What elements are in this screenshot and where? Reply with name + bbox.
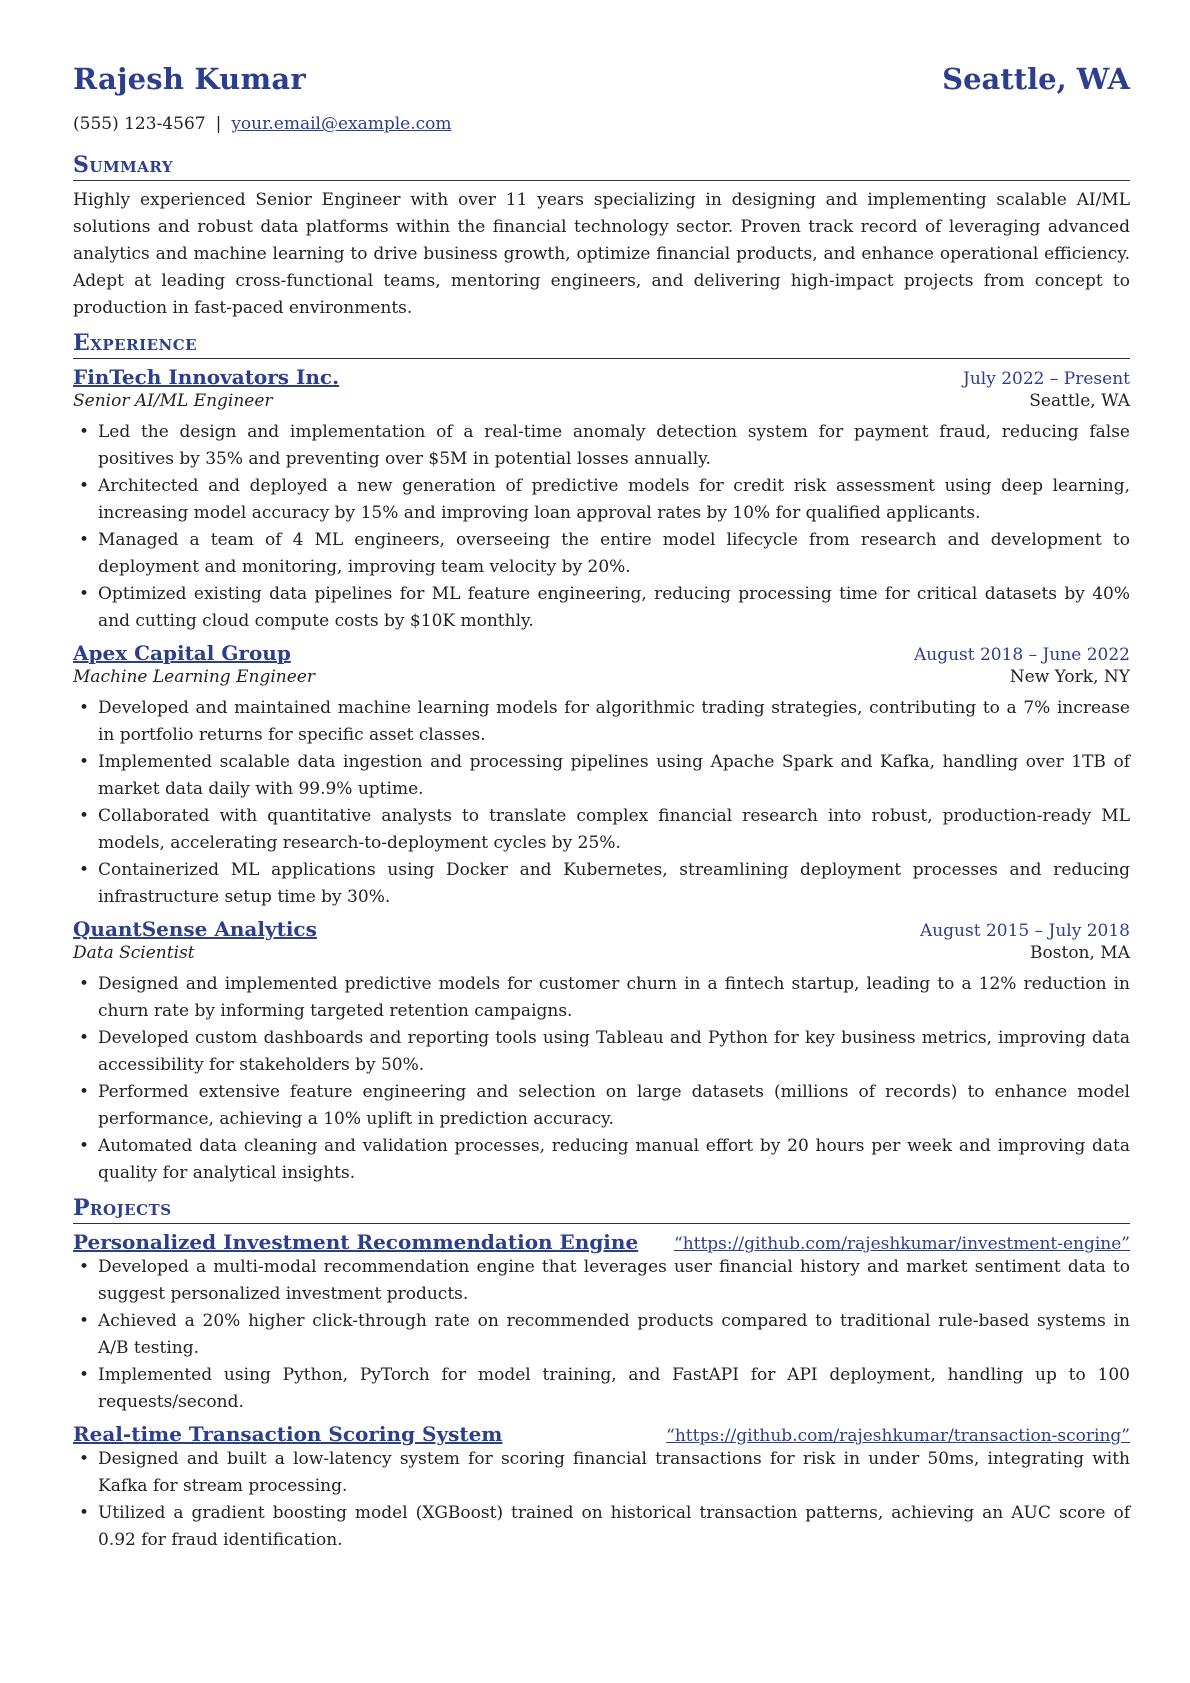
experience-heading: Experience [73, 328, 1130, 359]
bullet-item: • Designed and implemented predictive models for customer churn in a fintech startup, leading to a 12% reduction in churn rate by informing targeted retention campaigns. [73, 971, 1130, 1025]
bullet-item: • Automated data cleaning and validation processes, reducing manual effort by 20 hours per week and improving data quality for analytical insights. [73, 1133, 1130, 1187]
project-entry [73, 1230, 1130, 1416]
job-dates: August 2015 – July 2018 [919, 921, 1130, 941]
bullet-item: • Developed and maintained machine learning models for algorithmic trading strategies, contributing to a 7% increase in portfolio returns for specific asset classes. [73, 695, 1130, 749]
job-location: New York, NY [1009, 667, 1130, 687]
bullet-item: • Implemented scalable data ingestion and processing pipelines using Apache Spark and Kafka, handling over 1TB of market data daily with 99.9% uptime. [73, 749, 1130, 803]
bullet-item: • Architected and deployed a new generation of predictive models for credit risk assessment using deep learning, increasing model accuracy by 15% and improving loan approval rates by 10% for qualified applicants. [73, 473, 1130, 527]
bullet-item: • Utilized a gradient boosting model (XGBoost) trained on historical transaction patterns, achieving an AUC score of 0.92 for fraud identification. [73, 1500, 1130, 1554]
job-dates: July 2022 – Present [963, 369, 1130, 389]
summary-text: Highly experienced Senior Engineer with over 11 years specializing in designing and implementing scalable AI/ML solutions and robust data platforms within the financial technology sector. Proven track record of leveraging advanced analytics and machine learning to drive business growth, optimize financial products, and enhance operational efficiency. Adept at leading cross-functional teams, mentoring engineers, and delivering high-impact projects from concept to production in fast-paced environments. [73, 190, 1130, 318]
job-role: Senior AI/ML Engineer [73, 391, 273, 411]
bullet-item: • Collaborated with quantitative analysts to translate complex financial research into robust, production-ready ML models, accelerating research-to-deployment cycles by 25%. [73, 803, 1130, 857]
bullet-item: • Led the design and implementation of a real-time anomaly detection system for payment fraud, reducing false positives by 35% and preventing over $5M in potential losses annually. [73, 419, 1130, 473]
company-link[interactable]: Apex Capital Group [73, 641, 291, 665]
job-role: Data Scientist [73, 943, 195, 963]
phone-number: (555) 123-4567 [73, 114, 206, 134]
candidate-name: Rajesh Kumar [73, 62, 306, 96]
project-bullets [73, 1446, 1130, 1554]
job-entry [73, 917, 1130, 1187]
contact-line [73, 114, 1130, 144]
project-repo-link[interactable]: “https://github.com/rajeshkumar/transaction-scoring” [666, 1426, 1130, 1446]
bullet-item: • Performed extensive feature engineering and selection on large datasets (millions of records) to enhance model performance, achieving a 10% uplift in prediction accuracy. [73, 1079, 1130, 1133]
job-bullets [73, 971, 1130, 1187]
project-entry [73, 1422, 1130, 1554]
bullet-item: • Developed a multi-modal recommendation engine that leverages user financial history and market sentiment data to suggest personalized investment products. [73, 1254, 1130, 1308]
email-link[interactable]: your.email@example.com [231, 114, 452, 134]
job-dates: August 2018 – June 2022 [913, 645, 1130, 665]
header [73, 62, 1130, 110]
job-bullets [73, 419, 1130, 635]
summary-heading: Summary [73, 150, 1130, 181]
bullet-item: • Managed a team of 4 ML engineers, overseeing the entire model lifecycle from research and development to deployment and monitoring, improving team velocity by 20%. [73, 527, 1130, 581]
projects-heading: Projects [73, 1193, 1130, 1224]
contact-separator: | [215, 114, 222, 134]
resume-content [73, 62, 1130, 1554]
bullet-item: • Achieved a 20% higher click-through rate on recommended products compared to traditional rule-based systems in A/B testing. [73, 1308, 1130, 1362]
project-title-link[interactable]: Personalized Investment Recommendation Engine [73, 1230, 639, 1254]
job-role: Machine Learning Engineer [73, 667, 315, 687]
project-bullets [73, 1254, 1130, 1416]
company-link[interactable]: QuantSense Analytics [73, 917, 317, 941]
bullet-item: • Optimized existing data pipelines for ML feature engineering, reducing processing time for critical datasets by 40% and cutting cloud compute costs by $10K monthly. [73, 581, 1130, 635]
project-title-link[interactable]: Real-time Transaction Scoring System [73, 1422, 503, 1446]
job-location: Seattle, WA [1029, 391, 1130, 411]
job-bullets [73, 695, 1130, 911]
job-entry [73, 641, 1130, 911]
bullet-item: • Developed custom dashboards and reporting tools using Tableau and Python for key business metrics, improving data accessibility for stakeholders by 50%. [73, 1025, 1130, 1079]
company-link[interactable]: FinTech Innovators Inc. [73, 365, 340, 389]
project-repo-link[interactable]: “https://github.com/rajeshkumar/investment-engine” [674, 1234, 1130, 1254]
candidate-location: Seattle, WA [942, 62, 1130, 96]
job-entry [73, 365, 1130, 635]
bullet-item: • Containerized ML applications using Docker and Kubernetes, streamlining deployment processes and reducing infrastructure setup time by 30%. [73, 857, 1130, 911]
job-location: Boston, MA [1030, 943, 1130, 963]
bullet-item: • Implemented using Python, PyTorch for model training, and FastAPI for API deployment, handling up to 100 requests/second. [73, 1362, 1130, 1416]
bullet-item: • Designed and built a low-latency system for scoring financial transactions for risk in under 50ms, integrating with Kafka for stream processing. [73, 1446, 1130, 1500]
